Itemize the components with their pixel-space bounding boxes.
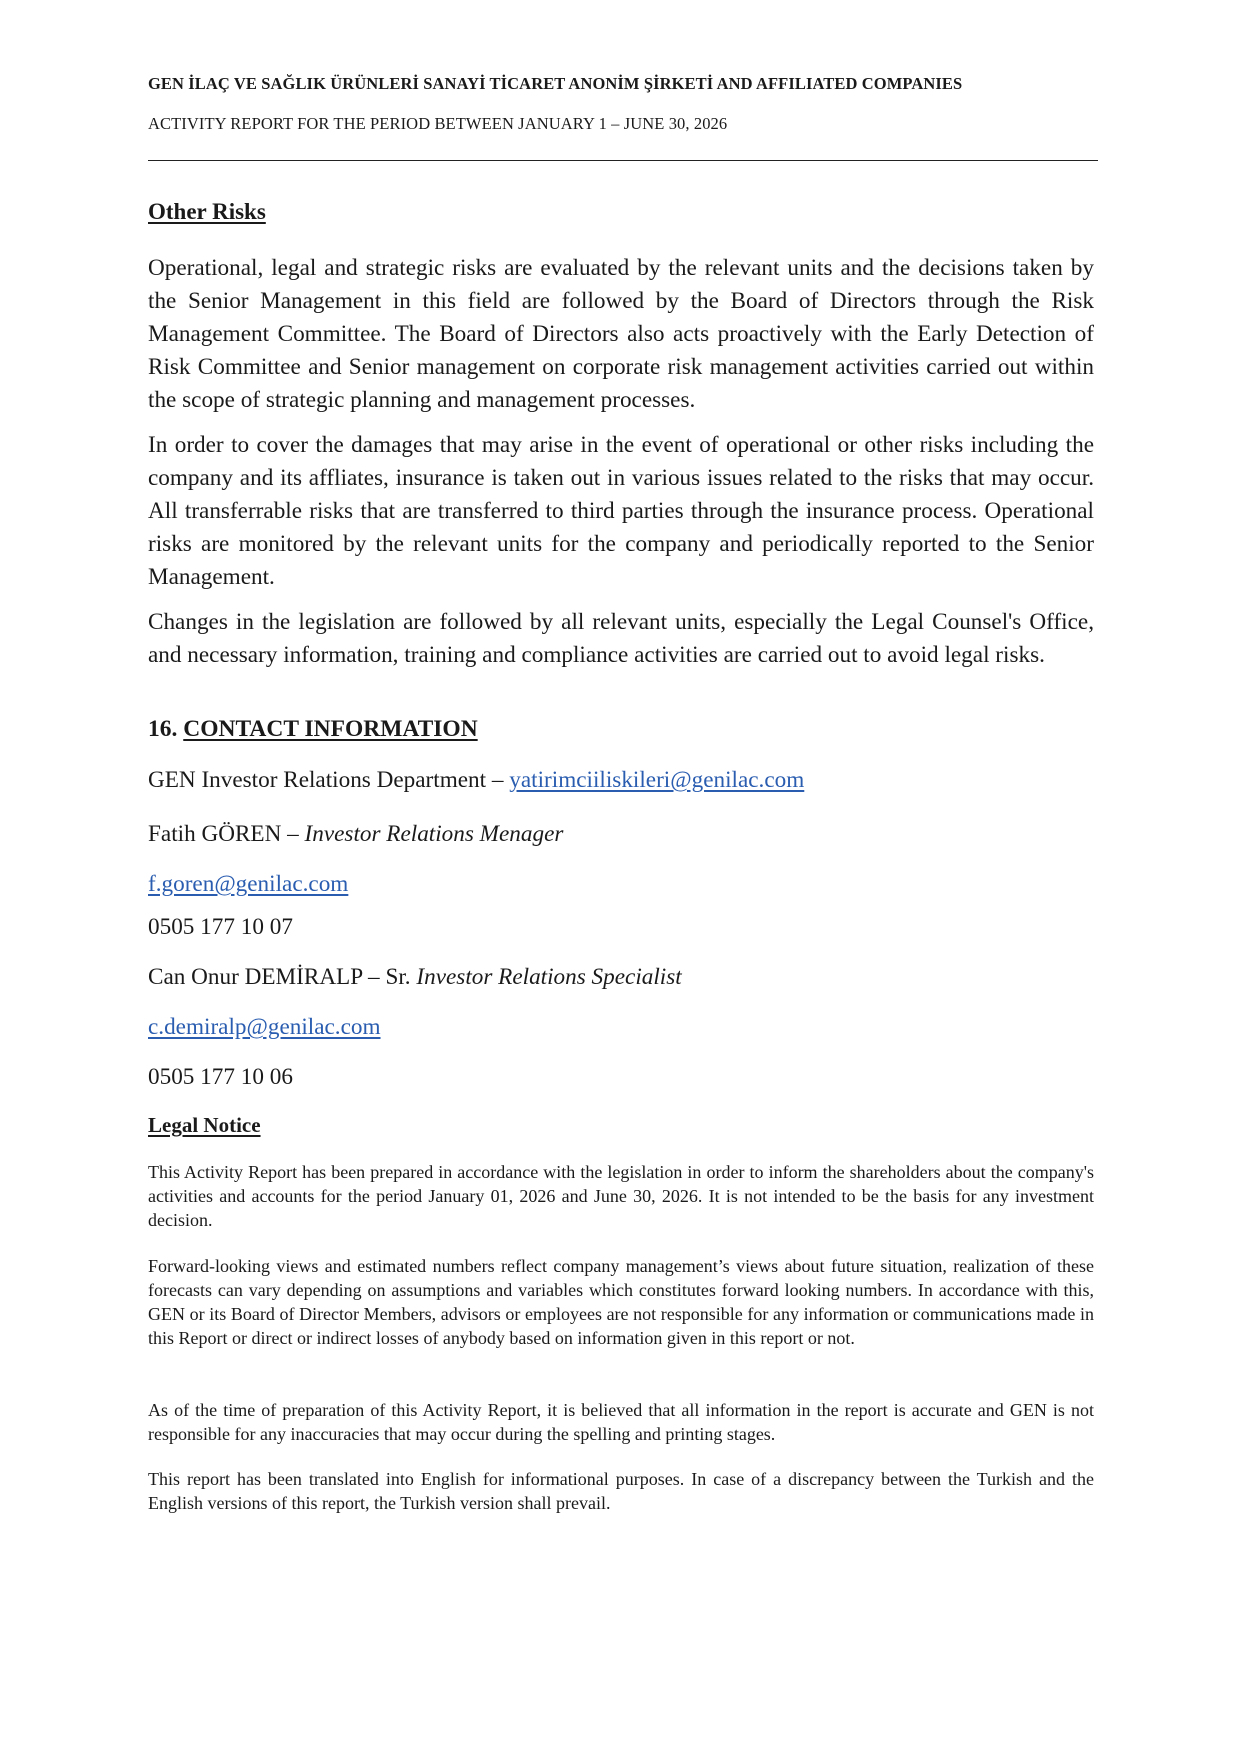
legal-notice-paragraph: This report has been translated into English for informational purposes. In case of a discrepancy between the Turkish and the English versions of this report, the Turkish version shall prevail. [148,1469,1094,1513]
person-role: Investor Relations Specialist [416,964,682,990]
contact-information-heading [148,716,478,743]
person-email-link[interactable]: c.demiralp@genilac.com [148,1014,381,1040]
other-risks-paragraph: Operational, legal and strategic risks are evaluated by the relevant units and the decisions taken by the Senior Management in this field are followed by the Board of Directors through the Risk Management Committee. The Board of Directors also acts proactively with the Early Detection of Risk Committee and Senior management on corporate risk management activities carried out within the scope of strategic planning and management processes. [148,255,1094,413]
person-role: Investor Relations Menager [304,821,564,847]
section-title: CONTACT INFORMATION [183,716,478,742]
section-number: 16. [148,716,178,742]
legal-notice-paragraph: As of the time of preparation of this Activity Report, it is believed that all information in the report is accurate and GEN is not responsible for any inaccuracies that may occur during the spelling and printing stages. [148,1400,1094,1444]
contact-person-1-email [148,871,348,898]
contact-person-1 [148,821,563,848]
legal-notice-paragraph: This Activity Report has been prepared in accordance with the legislation in order to inform the shareholders about the company's activities and accounts for the period January 01, 2026 and June 30, 2026. It is not intended to be the basis for any investment decision. [148,1162,1094,1230]
other-risks-paragraph: In order to cover the damages that may arise in the event of operational or other risks including the company and its affliates, insurance is taken out in various issues related to the risks that may occur. All transferrable risks that are transferred to third parties through the insurance process. Operational risks are monitored by the relevant units for the company and periodically reported to the Senior Management. [148,432,1094,590]
header-company-name: GEN İLAÇ VE SAĞLIK ÜRÜNLERİ SANAYİ TİCARET ANONİM ŞİRKETİ AND AFFILIATED COMPANIES [148,74,963,93]
header-divider [148,160,1098,161]
other-risks-paragraph: Changes in the legislation are followed by all relevant units, especially the Legal Counsel's Office, and necessary information, training and compliance activities are carried out to avoid legal risks. [148,609,1094,668]
person-name: Can Onur DEMİRALP – Sr. [148,964,417,990]
contact-person-2-phone: 0505 177 10 06 [148,1064,293,1090]
contact-person-2 [148,964,682,991]
other-risks-heading: Other Risks [148,199,266,224]
department-email-link[interactable]: yatirimciiliskileri@genilac.com [509,767,805,793]
department-name: GEN Investor Relations Department – [148,767,510,793]
legal-notice-paragraph: Forward-looking views and estimated numbers reflect company management’s views about future situation, realization of these forecasts can vary depending on assumptions and variables which constitutes forward looking numbers. In accordance with this, GEN or its Board of Director Members, advisors or employees are not responsible for any information or communications made in this Report or direct or indirect losses of anybody based on information given in this report or not. [148,1256,1094,1348]
contact-person-1-phone: 0505 177 10 07 [148,914,293,940]
person-name: Fatih GÖREN – [148,821,305,847]
person-email-link[interactable]: f.goren@genilac.com [148,871,349,897]
contact-person-2-email [148,1014,381,1041]
investor-relations-department [148,767,804,794]
legal-notice-heading: Legal Notice [148,1113,261,1137]
header-report-period: ACTIVITY REPORT FOR THE PERIOD BETWEEN JANUARY 1 – JUNE 30, 2026 [148,114,728,133]
